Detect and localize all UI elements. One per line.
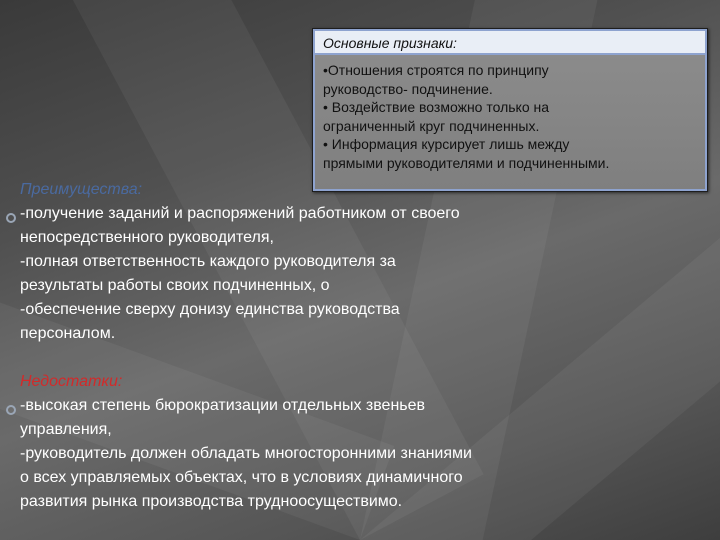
- main-features-title: Основные признаки:: [313, 29, 707, 55]
- feature-line: прямыми руководителями и подчиненными.: [323, 154, 610, 171]
- disadvantages-heading: Недостатки:: [20, 373, 123, 390]
- advantages-line: непосредственного руководителя,: [20, 229, 274, 246]
- advantages-line: -получение заданий и распоряжений работником от своего: [20, 205, 460, 222]
- advantages-line: -полная ответственность каждого руководителя за: [20, 253, 396, 270]
- disadvantages-line: развития рынка производства трудноосуществимо.: [20, 493, 403, 510]
- advantages-line: персоналом.: [20, 325, 116, 342]
- disadvantages-line: о всех управляемых объектах, что в условиях динамичного: [20, 469, 463, 486]
- ring-bullet-icon: [6, 405, 16, 415]
- ring-bullet-icon: [6, 213, 16, 223]
- advantages-line: результаты работы своих подчиненных, о: [20, 277, 330, 294]
- advantages-heading: Преимущества:: [20, 181, 143, 198]
- disadvantages-line: -руководитель должен обладать многосторонними знаниями: [20, 445, 472, 462]
- main-features-body: [313, 55, 707, 191]
- advantages-section: [20, 178, 620, 346]
- disadvantages-line: -высокая степень бюрократизации отдельных звеньев: [20, 397, 426, 414]
- feature-line: • Информация курсирует лишь между: [323, 136, 570, 152]
- disadvantages-line: управления,: [20, 421, 112, 438]
- advantages-line: -обеспечение сверху донизу единства руководства: [20, 301, 400, 318]
- feature-line: • Воздействие возможно только на: [323, 99, 550, 115]
- feature-line: ограниченный круг подчиненных.: [323, 117, 540, 134]
- feature-line: •Отношения строятся по принципу: [323, 62, 549, 78]
- feature-line: руководство- подчинение.: [323, 80, 493, 97]
- disadvantages-section: [20, 370, 620, 514]
- main-features-box: [312, 28, 708, 192]
